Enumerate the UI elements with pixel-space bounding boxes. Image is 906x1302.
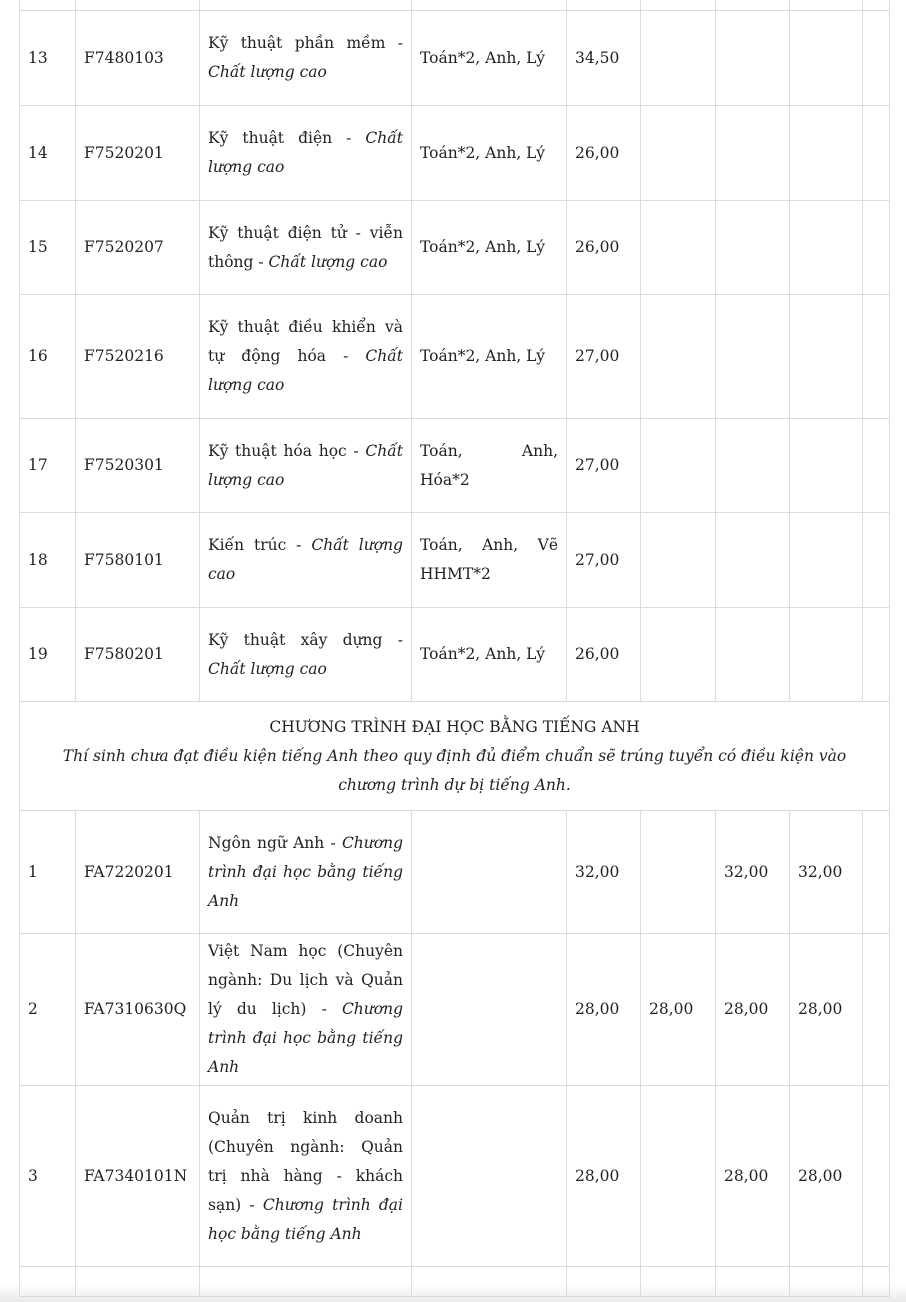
score-method-1: 26,00: [567, 201, 641, 295]
subject-combination: Toán*2, Anh, Lý: [412, 11, 567, 106]
score-method-4: 32,00: [790, 811, 863, 934]
table-row: [20, 1267, 890, 1297]
extra-cell: [863, 934, 890, 1086]
subject-combination: Toán, Anh, Hóa*2: [412, 419, 567, 513]
section-note: Thí sinh chưa đạt điều kiện tiếng Anh theo quy định đủ điểm chuẩn sẽ trúng tuyển có điều kiện vào chương trình dự bị tiếng Anh.: [62, 747, 847, 794]
admission-score-table: [19, 0, 890, 1297]
section-cell: [20, 702, 890, 811]
score-method-4: 28,00: [790, 934, 863, 1086]
major-name: [200, 513, 412, 608]
row-number: 17: [20, 419, 76, 513]
table-row: [20, 419, 890, 513]
program-type-label: Chương trình đại học bằng tiếng Anh: [208, 833, 403, 910]
score-method-1: 27,00: [567, 513, 641, 608]
program-type-label: Chất lượng cao: [208, 63, 327, 81]
row-number: 16: [20, 295, 76, 419]
subject-combination: Toán*2, Anh, Lý: [412, 106, 567, 201]
row-number: [20, 1267, 76, 1297]
major-name: [200, 295, 412, 419]
extra-cell: [863, 1267, 890, 1297]
score-method-3: [716, 419, 790, 513]
score-method-2: [641, 1086, 716, 1267]
score-method-1: 28,00: [567, 1086, 641, 1267]
table-row: [20, 11, 890, 106]
extra-cell: [863, 11, 890, 106]
score-method-3: [716, 295, 790, 419]
extra-cell: [863, 295, 890, 419]
major-name-text: Kỹ thuật hóa học -: [208, 441, 366, 460]
score-method-3: [716, 11, 790, 106]
row-number: 13: [20, 11, 76, 106]
major-name-text: Kỹ thuật điện -: [208, 129, 366, 147]
major-name-text: Quản trị kinh doanh (Chuyên ngành: Quản trị nhà hàng - khách sạn) -: [208, 1108, 403, 1214]
score-method-2: 28,00: [641, 934, 716, 1086]
row-number: 14: [20, 106, 76, 201]
major-code: F7520207: [76, 201, 200, 295]
table-row: [20, 295, 890, 419]
score-method-4: [790, 106, 863, 201]
score-method-4: [790, 11, 863, 106]
table-row: [20, 934, 890, 1086]
major-code: FA7310630Q: [76, 934, 200, 1086]
score-method-3: [716, 513, 790, 608]
extra-cell: [863, 513, 890, 608]
major-name: [200, 0, 412, 11]
program-type-label: Chất lượng cao: [268, 252, 388, 271]
program-type-label: Chất lượng cao: [208, 441, 403, 489]
major-name: [200, 201, 412, 295]
score-method-3: [716, 0, 790, 11]
major-name-text: Kỹ thuật điện tử - viễn thông -: [208, 223, 403, 271]
extra-cell: [863, 419, 890, 513]
major-code: [76, 1267, 200, 1297]
score-method-4: [790, 513, 863, 608]
score-method-3: [716, 608, 790, 702]
score-method-1: 26,00: [567, 608, 641, 702]
score-method-3: 32,00: [716, 811, 790, 934]
table-row: [20, 1086, 890, 1267]
score-method-2: [641, 106, 716, 201]
row-number: 1: [20, 811, 76, 934]
subject-combination: Toán, Anh, Vẽ HHMT*2: [412, 513, 567, 608]
table-row: [20, 811, 890, 934]
row-number: 2: [20, 934, 76, 1086]
table-row: [20, 201, 890, 295]
major-name-text: Việt Nam học (Chuyên ngành: Du lịch và Quản lý du lịch) -: [208, 942, 403, 1018]
extra-cell: [863, 811, 890, 934]
subject-combination: [412, 1267, 567, 1297]
subject-combination: [412, 1086, 567, 1267]
major-name-text: Kỹ thuật phần mềm -: [208, 34, 403, 52]
score-method-2: [641, 608, 716, 702]
score-method-2: [641, 811, 716, 934]
major-name-text: Kỹ thuật xây dựng -: [208, 630, 403, 649]
table-body-bottom: [20, 811, 890, 1297]
subject-combination: Toán*2, Anh, Lý: [412, 201, 567, 295]
major-name-text: Kỹ thuật điều khiển và tự động hóa -: [208, 318, 403, 365]
row-number: [20, 0, 76, 11]
table-row: [20, 0, 890, 11]
score-method-2: [641, 513, 716, 608]
score-method-1: [567, 0, 641, 11]
major-code: F7520216: [76, 295, 200, 419]
extra-cell: [863, 0, 890, 11]
score-method-4: [790, 295, 863, 419]
major-code: FA7340101N: [76, 1086, 200, 1267]
score-method-3: [716, 106, 790, 201]
score-method-2: [641, 295, 716, 419]
score-method-3: 28,00: [716, 1086, 790, 1267]
program-type-label: Chất lượng cao: [208, 659, 327, 678]
extra-cell: [863, 608, 890, 702]
score-method-2: [641, 419, 716, 513]
program-type-label: Chất lượng cao: [208, 536, 403, 583]
score-method-2: [641, 11, 716, 106]
major-name: [200, 608, 412, 702]
row-number: 19: [20, 608, 76, 702]
section-title: CHƯƠNG TRÌNH ĐẠI HỌC BẰNG TIẾNG ANH: [269, 718, 640, 736]
subject-combination: [412, 811, 567, 934]
score-method-1: [567, 1267, 641, 1297]
score-method-1: 27,00: [567, 419, 641, 513]
score-method-4: 28,00: [790, 1086, 863, 1267]
section-row: [20, 702, 890, 811]
score-method-4: [790, 608, 863, 702]
score-method-4: [790, 0, 863, 11]
subject-combination: [412, 934, 567, 1086]
table-body-top: [20, 0, 890, 702]
major-name: [200, 1267, 412, 1297]
table-row: [20, 608, 890, 702]
row-number: 15: [20, 201, 76, 295]
major-code: [76, 0, 200, 11]
extra-cell: [863, 1086, 890, 1267]
subject-combination: [412, 0, 567, 11]
major-name: [200, 106, 412, 201]
program-type-label: Chương trình đại học bằng tiếng Anh: [208, 1195, 403, 1243]
score-method-2: [641, 1267, 716, 1297]
score-method-2: [641, 0, 716, 11]
table-row: [20, 106, 890, 201]
program-type-label: Chất lượng cao: [208, 129, 403, 176]
major-code: FA7220201: [76, 811, 200, 934]
score-method-1: 28,00: [567, 934, 641, 1086]
table-row: [20, 513, 890, 608]
score-method-1: 27,00: [567, 295, 641, 419]
score-method-1: 26,00: [567, 106, 641, 201]
major-name: [200, 811, 412, 934]
major-code: F7520301: [76, 419, 200, 513]
major-name: [200, 11, 412, 106]
major-name: [200, 934, 412, 1086]
program-type-label: Chất lượng cao: [208, 347, 403, 394]
score-method-4: [790, 201, 863, 295]
major-code: F7480103: [76, 11, 200, 106]
score-method-1: 32,00: [567, 811, 641, 934]
program-type-label: Chương trình đại học bằng tiếng Anh: [208, 1000, 403, 1076]
major-name-text: Ngôn ngữ Anh -: [208, 833, 342, 852]
major-name: [200, 419, 412, 513]
score-method-1: 34,50: [567, 11, 641, 106]
extra-cell: [863, 201, 890, 295]
major-code: F7580101: [76, 513, 200, 608]
major-code: F7580201: [76, 608, 200, 702]
subject-combination: Toán*2, Anh, Lý: [412, 608, 567, 702]
major-code: F7520201: [76, 106, 200, 201]
row-number: 3: [20, 1086, 76, 1267]
score-method-3: 28,00: [716, 934, 790, 1086]
subject-combination: Toán*2, Anh, Lý: [412, 295, 567, 419]
score-method-3: [716, 201, 790, 295]
score-method-2: [641, 201, 716, 295]
extra-cell: [863, 106, 890, 201]
row-number: 18: [20, 513, 76, 608]
major-name-text: Kiến trúc -: [208, 536, 312, 554]
score-method-4: [790, 419, 863, 513]
major-name: [200, 1086, 412, 1267]
section-header: [20, 702, 890, 811]
score-method-3: [716, 1267, 790, 1297]
score-method-4: [790, 1267, 863, 1297]
